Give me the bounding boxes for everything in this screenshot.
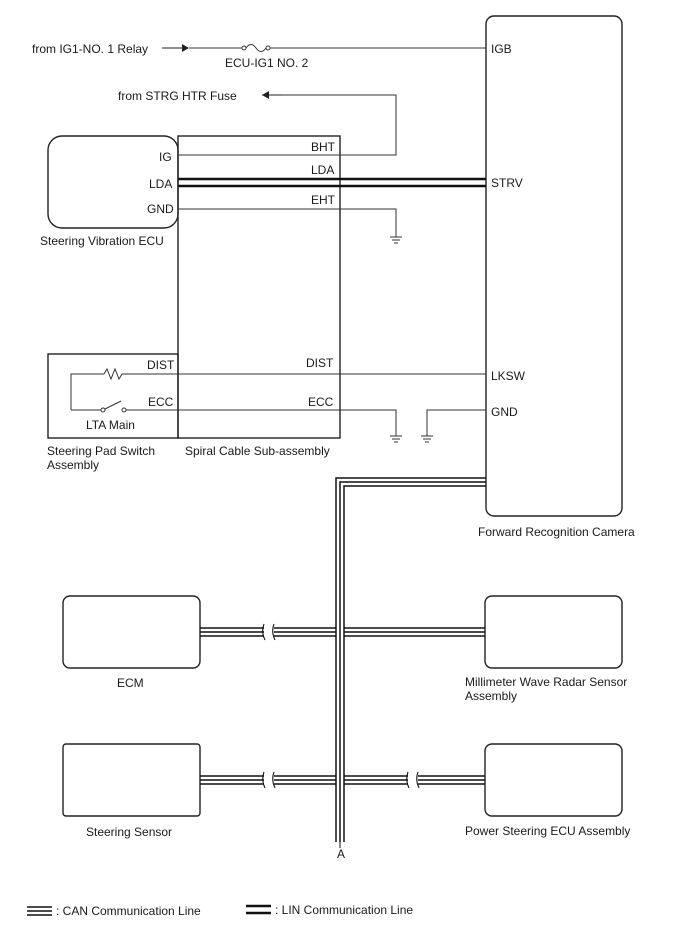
pin-cam-strv: STRV [491, 176, 523, 190]
millimeter-wave-radar-box [485, 596, 622, 668]
pin-vib-ig: IG [159, 150, 172, 164]
eht-ground-wire [178, 209, 402, 243]
pin-pad-ecc: ECC [148, 395, 174, 409]
can-break-marks [263, 624, 419, 788]
legend-lin-symbol [246, 906, 271, 913]
steering-vibration-ecu-label: Steering Vibration ECU [40, 234, 164, 248]
lta-main-label: LTA Main [86, 418, 135, 432]
spiral-cable-box [178, 136, 340, 438]
ig1-supply-wire [162, 44, 486, 52]
ecm-label: ECM [117, 676, 144, 690]
pin-spiral-bht: BHT [311, 140, 335, 154]
camera-ground-wire [421, 410, 486, 442]
radar-label-1: Millimeter Wave Radar Sensor [465, 675, 628, 689]
legend-can-label: : CAN Communication Line [56, 904, 201, 918]
steering-pad-switch-label-2: Assembly [47, 458, 100, 472]
pin-spiral-ecc: ECC [308, 395, 334, 409]
radar-label-2: Assembly [465, 689, 518, 703]
power-steering-ecu-label: Power Steering ECU Assembly [465, 824, 631, 838]
forward-camera-label: Forward Recognition Camera [478, 525, 635, 539]
pin-cam-gnd: GND [491, 405, 518, 419]
fuse-label: ECU-IG1 NO. 2 [225, 56, 309, 70]
ig1-relay-label: from IG1-NO. 1 Relay [32, 42, 149, 56]
steering-pad-switch-label-1: Steering Pad Switch [47, 444, 156, 458]
lda-strv-wire [178, 179, 486, 186]
spiral-cable-label: Spiral Cable Sub-assembly [185, 444, 330, 458]
pin-vib-gnd: GND [147, 202, 174, 216]
legend-can-symbol [27, 907, 52, 915]
pin-spiral-eht: EHT [311, 193, 335, 207]
ecm-box [63, 596, 200, 668]
pin-cam-igb: IGB [491, 42, 512, 56]
junction-a-label: A [337, 847, 346, 861]
power-steering-ecu-box [485, 744, 622, 816]
legend-lin-label: : LIN Communication Line [275, 903, 414, 917]
pin-vib-lda: LDA [149, 177, 173, 191]
dist-lksw-wire [71, 369, 486, 410]
pin-spiral-dist: DIST [306, 356, 334, 370]
can-bus [200, 478, 486, 842]
pin-spiral-lda: LDA [311, 163, 335, 177]
steering-sensor-label: Steering Sensor [86, 825, 173, 839]
pin-cam-lksw: LKSW [491, 369, 526, 383]
forward-recognition-camera-box [486, 16, 622, 516]
pin-pad-dist: DIST [147, 358, 175, 372]
strg-htr-label: from STRG HTR Fuse [118, 89, 237, 103]
steering-sensor-box [63, 744, 200, 816]
